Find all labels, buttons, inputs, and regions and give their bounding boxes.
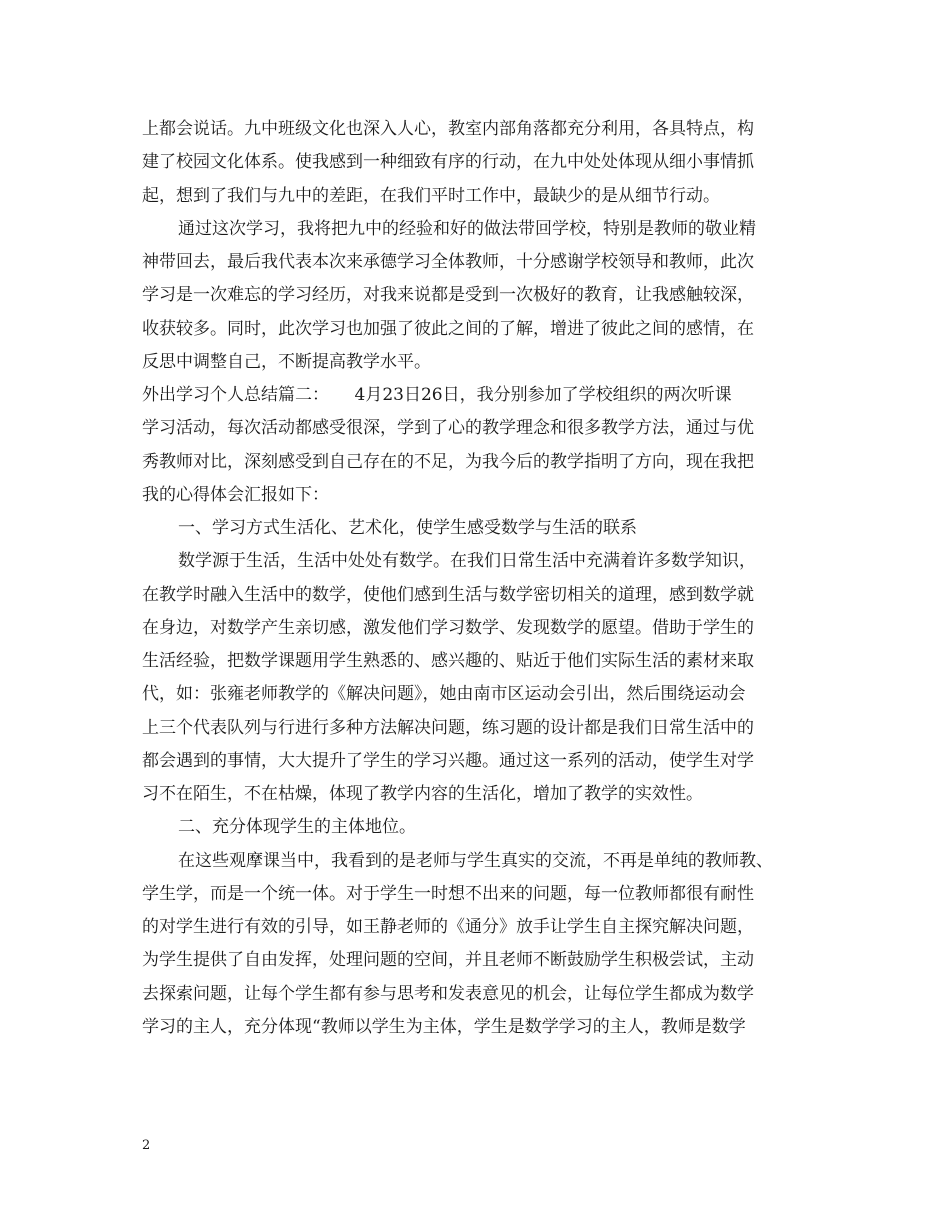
text-line: 通过这次学习，我将把九中的经验和好的做法带回学校，特别是教师的敬业精 (178, 218, 756, 239)
text-line: 数学源于生活，生活中处处有数学。在我们日常生活中充满着许多数学知识， (178, 551, 756, 572)
text-line: 学习活动，每次活动都感受很深，学到了心的教学理念和很多教学方法，通过与优 (142, 418, 754, 439)
text-line: 学习的主人，充分体现“教师以学生为主体，学生是数学学习的主人，教师是数学 (142, 1016, 746, 1037)
text-line: 去探索问题，让每个学生都有参与思考和发表意见的机会，让每位学生都成为数学 (142, 983, 754, 1004)
text-line: 建了校园文化体系。使我感到一种细致有序的行动，在九中处处体现从细小事情抓 (142, 152, 754, 173)
text-line: 起，想到了我们与九中的差距，在我们平时工作中，最缺少的是从细节行动。 (142, 185, 720, 206)
text-line: 在身边，对数学产生亲切感，激发他们学习数学、发现数学的愿望。借助于学生的 (142, 617, 754, 638)
text-line: 一、学习方式生活化、艺术化，使学生感受数学与生活的联系 (178, 518, 637, 538)
text-line: 反思中调整自己，不断提高教学水平。 (142, 351, 431, 372)
text-line: 上三个代表队列与行进行多种方法解决问题，练习题的设计都是我们日常生活中的 (142, 717, 754, 738)
text-line: 生活经验，把数学课题用学生熟悉的、感兴趣的、贴近于他们实际生活的素材来取 (142, 651, 754, 671)
text-line: 收获较多。同时，此次学习也加强了彼此之间的了解，增进了彼此之间的感情，在 (142, 318, 754, 339)
page-number: 2 (142, 1138, 151, 1153)
text-line: 在教学时融入生活中的数学，使他们感到生活与数学密切相关的道理，感到数学就 (142, 584, 754, 605)
text-line: 上都会说话。九中班级文化也深入人心，教室内部角落都充分利用，各具特点，构 (142, 119, 754, 139)
text-line: 的对学生进行有效的引导，如王静老师的《通分》放手让学生自主探究解决问题， (142, 917, 754, 937)
text-line: 习不在陌生，不在枯燥，体现了教学内容的生活化，增加了教学的实效性。 (142, 784, 703, 804)
text-line: 秀教师对比，深刻感受到自己存在的不足，为我今后的教学指明了方向，现在我把 (142, 451, 754, 472)
text-line: 外出学习个人总结篇二： 4月23日26日，我分别参加了学校组织的两次听课 (142, 385, 732, 405)
text-line: 二、充分体现学生的主体地位。 (178, 817, 416, 838)
text-line: 我的心得体会汇报如下： (142, 484, 329, 505)
document-body (142, 113, 822, 1044)
text-line: 为学生提供了自由发挥，处理问题的空间，并且老师不断鼓励学生积极尝试，主动 (142, 950, 754, 971)
text-line: 学生学，而是一个统一体。对于学生一时想不出来的问题，每一位教师都很有耐性 (142, 883, 754, 904)
text-line: 学习是一次难忘的学习经历，对我来说都是受到一次极好的教育，让我感触较深， (142, 285, 754, 306)
text-line: 代，如：张雍老师教学的《解决问题》，她由南市区运动会引出，然后围绕运动会 (142, 684, 746, 705)
text-line: 神带回去，最后我代表本次来承德学习全体教师，十分感谢学校领导和教师，此次 (142, 252, 754, 272)
text-line: 在这些观摩课当中，我看到的是老师与学生真实的交流，不再是单纯的教师教、 (178, 850, 773, 871)
text-line: 都会遇到的事情，大大提升了学生的学习兴趣。通过这一系列的活动，使学生对学 (142, 750, 754, 771)
